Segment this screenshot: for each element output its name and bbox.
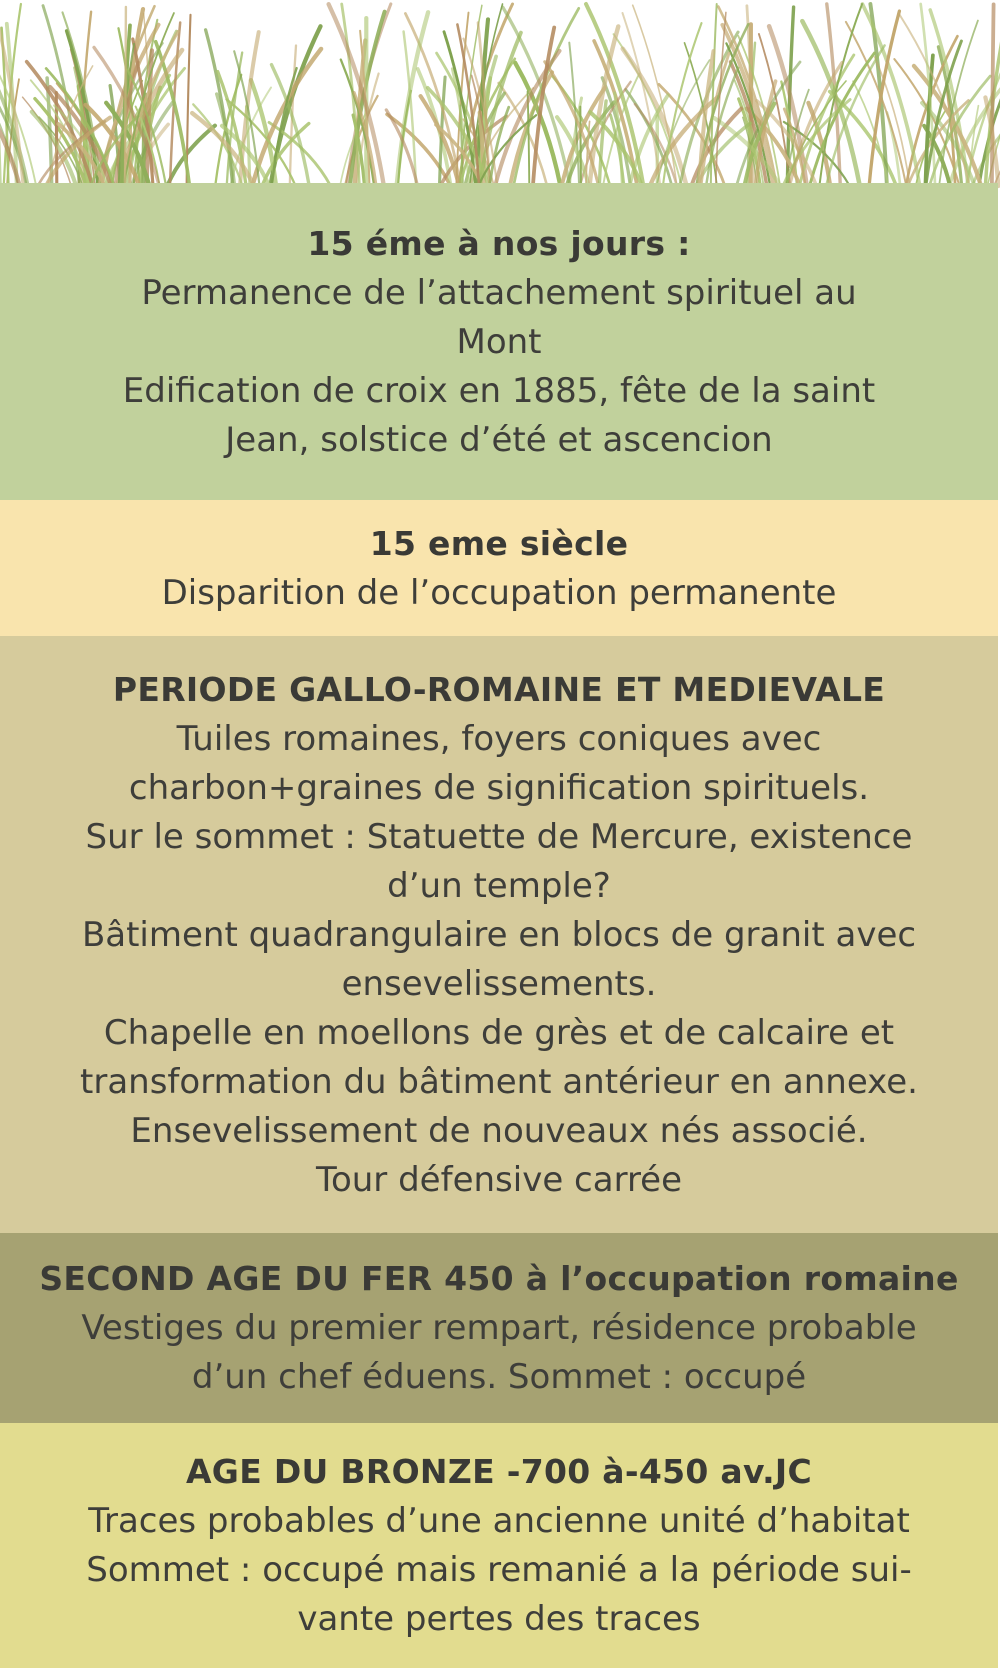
layer-heading: PERIODE GALLO-ROMAINE ET MEDIEVALE [112,669,886,709]
layer-text-line: Sommet : occupé mais remanié a la période sui- [86,1550,912,1590]
layer-text-line: Disparition de l’occupation permanente [161,572,837,613]
layer-heading: AGE DU BRONZE -700 à-450 av.JC [185,1452,813,1491]
grass-blade [125,7,126,186]
layer-text-line: ensevelissements. [341,963,657,1004]
layer-heading: SECOND AGE DU FER 450 à l’occupation romaine [39,1259,959,1298]
layer-text-line: Tour défensive carrée [315,1159,683,1200]
layer-text-line: Ensevelissement de nouveaux nés associé. [130,1110,868,1151]
layer-text-line: transformation du bâtiment antérieur en annexe. [80,1061,918,1102]
grass-illustration [0,0,1000,190]
layer-gallo-roman-medieval [0,636,998,1233]
layer-heading: 15 éme à nos jours : [307,223,691,263]
layer-text-line: Traces probables d’une ancienne unité d’habitat [88,1501,910,1541]
layer-text-line: Chapelle en moellons de grès et de calcaire et [103,1012,895,1053]
layer-bronze-age [0,1423,998,1668]
layer-text-line: d’un temple? [387,865,611,906]
layer-text-line: Tuiles romaines, foyers coniques avec [176,718,822,759]
layer-text-line: Mont [456,321,542,362]
bottom-margin [0,1668,1000,1676]
grass-blade [992,4,994,186]
grass-blade [528,91,530,186]
layer-text-line: d’un chef éduens. Sommet : occupé [191,1357,807,1397]
layer-second-iron-age [0,1233,998,1423]
layer-15th-century [0,500,998,636]
layer-text-line: Edification de croix en 1885, fête de la saint [122,370,876,411]
grass-blade [167,126,215,186]
layer-text-line: charbon+graines de signification spirituels. [128,767,870,808]
layer-text-line: vante pertes des traces [297,1599,701,1639]
layer-text-line: Bâtiment quadrangulaire en blocs de granit avec [81,914,917,955]
layer-heading: 15 eme siècle [369,523,629,563]
layer-text-line: Sur le sommet : Statuette de Mercure, existence [85,816,913,857]
layer-text-line: Jean, solstice d’été et ascencion [225,419,773,460]
grass-blade [580,107,581,186]
layer-text-line: Permanence de l’attachement spirituel au [141,272,857,313]
layer-text-line: Vestiges du premier rempart, résidence probable [81,1308,917,1348]
layer-15th-to-today [0,183,998,500]
